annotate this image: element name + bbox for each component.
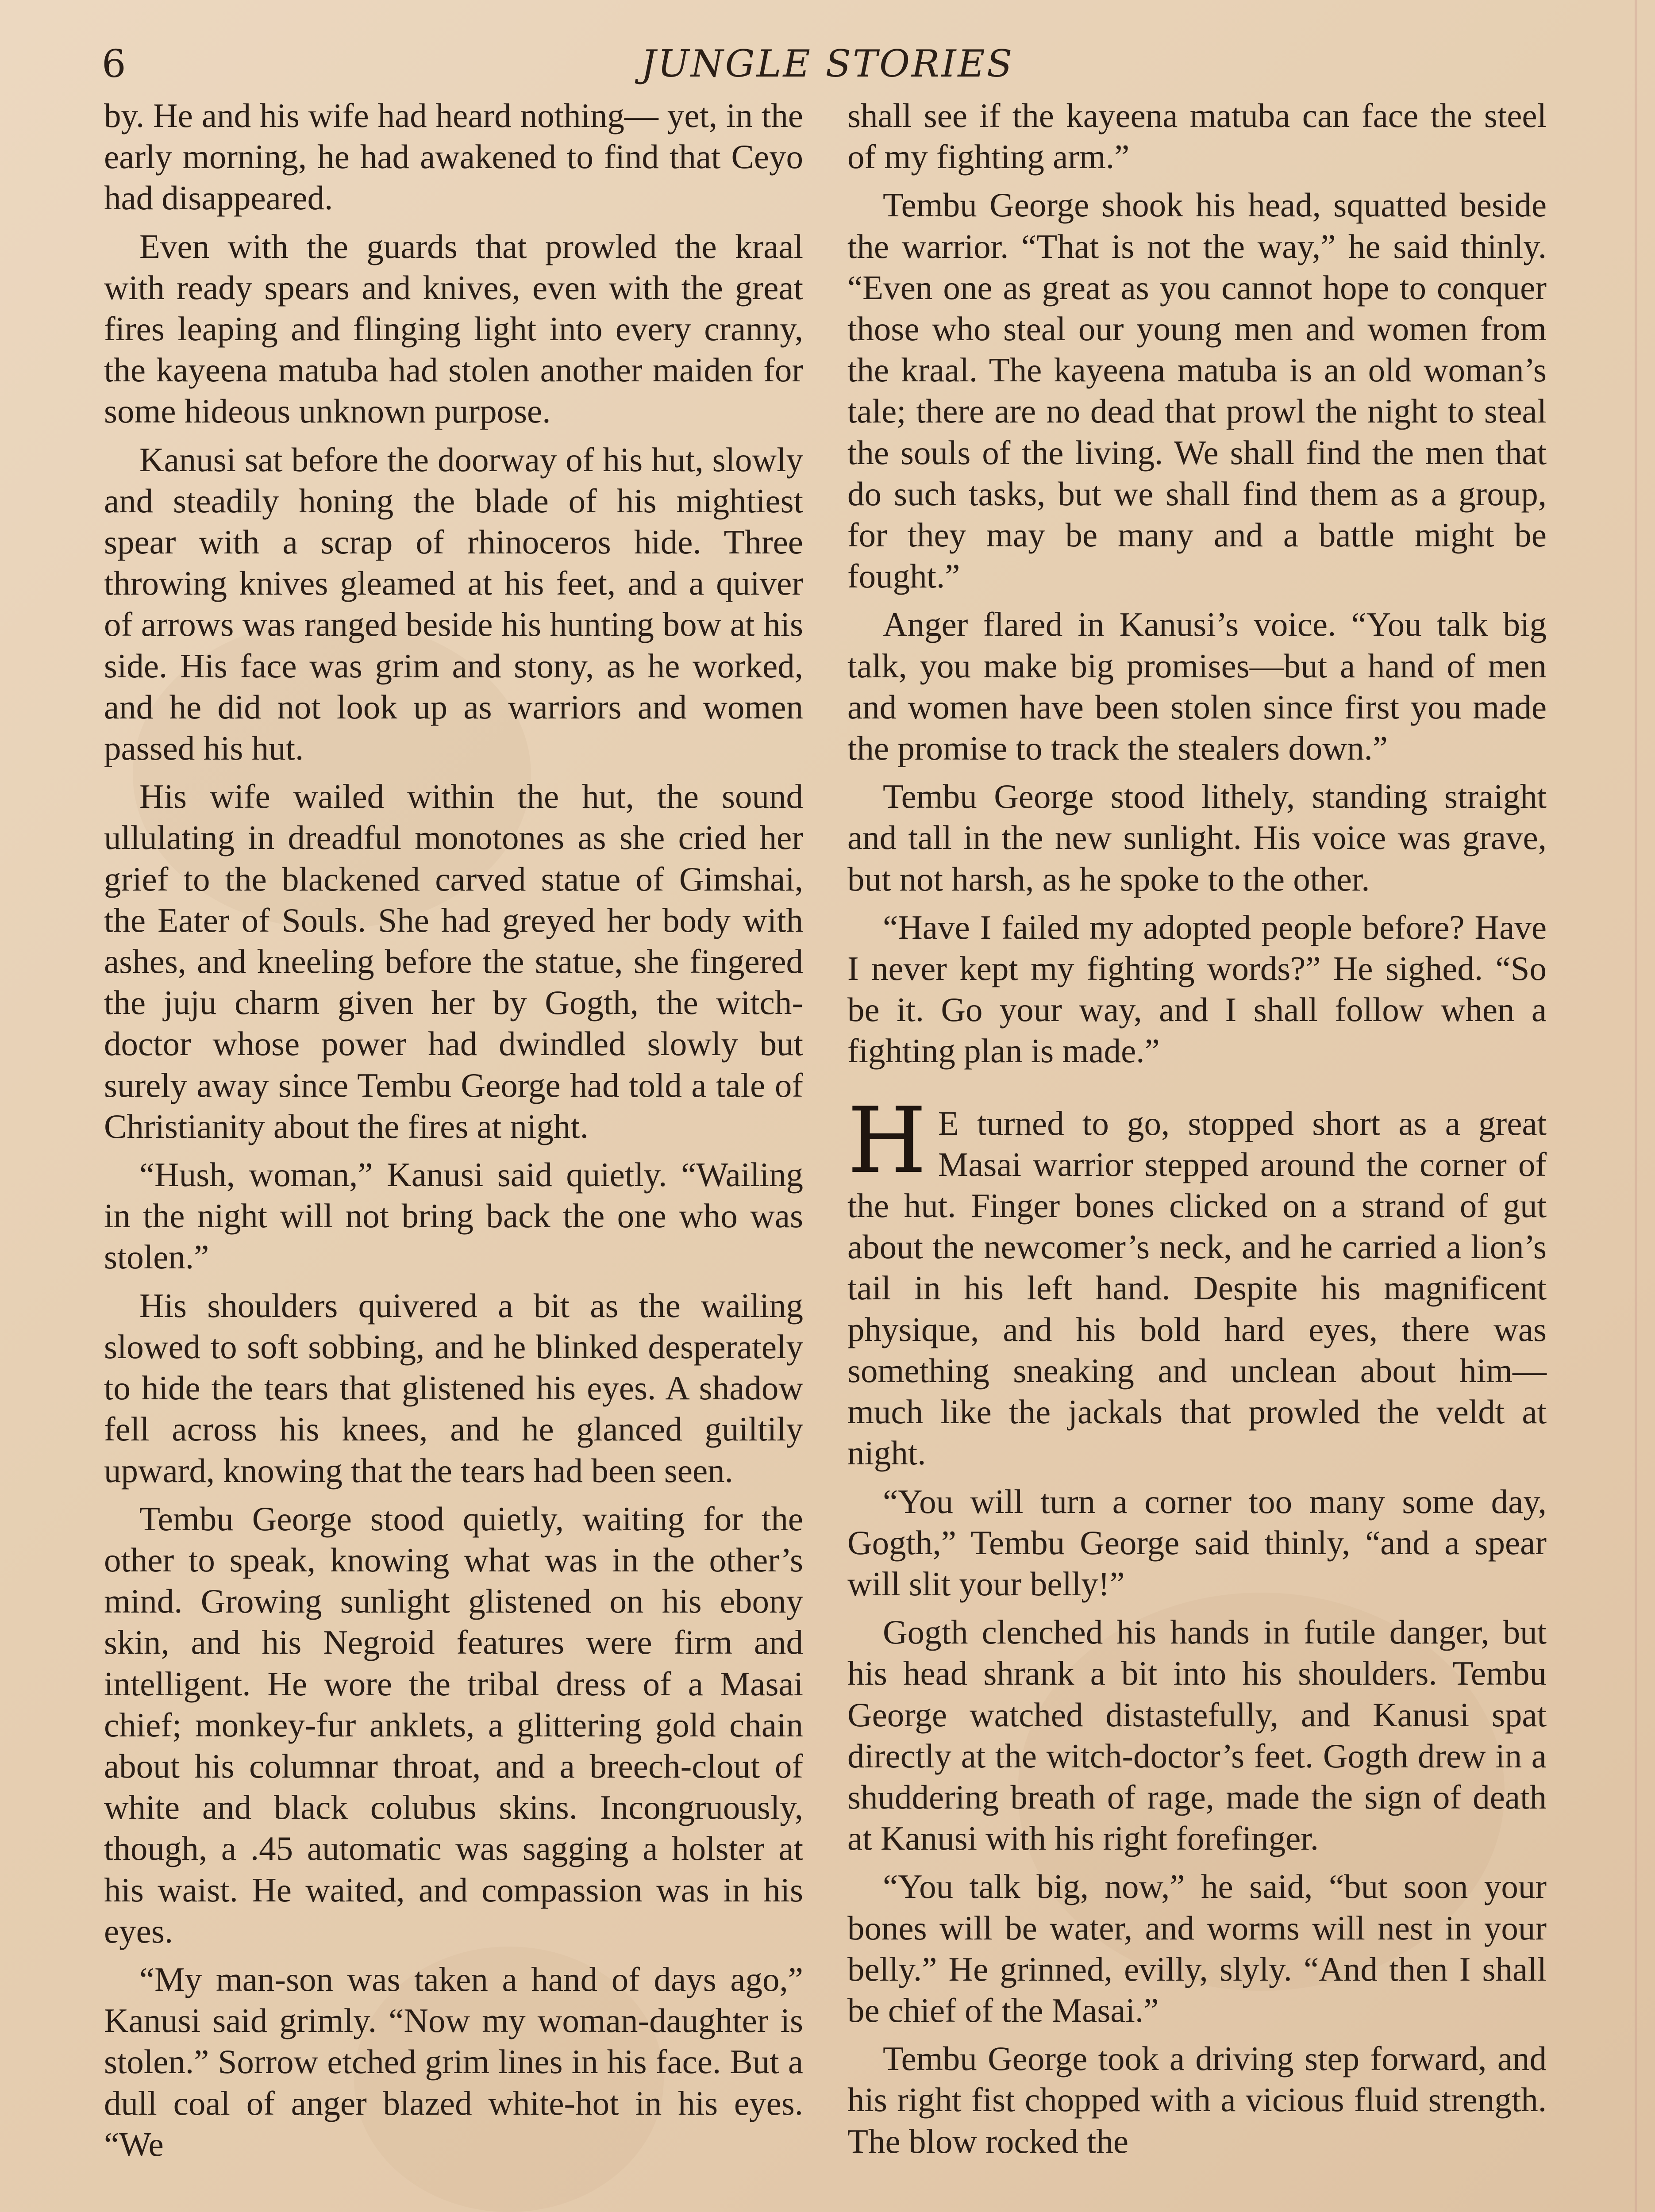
paragraph: Gogth clenched his hands in futile danger, but his head shrank a bit into his shoulders. Tembu George watched distastefully, and Kanusi spat directly at the witch-doctor’s feet. Gogth drew in a shuddering breath of rage, made the sign of death at Kanusi with his right forefinger. xyxy=(847,1613,1547,1858)
drop-cap: H xyxy=(847,1088,927,1194)
paragraph: by. He and his wife had heard nothing— yet, in the early morning, he had awakened to find that Ceyo had disappeared. xyxy=(104,96,803,217)
paragraph: shall see if the kayeena matuba can face the steel of my fighting arm.” xyxy=(847,96,1547,176)
right-column xyxy=(847,95,1547,2169)
paragraph: Kanusi sat before the doorway of his hut, slowly and steadily honing the blade of his mightiest spear with a scrap of rhinoceros hide. Three throwing knives gleamed at his feet, and a quiver of arrows was ranged beside his hunting bow at his side. His face was grim and stony, as he worked, and he did not look up as warriors and women passed his hut. xyxy=(104,440,803,768)
page-edge xyxy=(1635,0,1637,2212)
paragraph: Even with the guards that prowled the kraal with ready spears and knives, even with the great fires leaping and flinging light into every cranny, the kayeena matuba had stolen another maiden for some hideous unknown purpose. xyxy=(104,227,803,430)
paragraph: “Have I failed my adopted people before? Have I never kept my fighting words?” He sighed. “So be it. Go your way, and I shall follow when a fighting plan is made.” xyxy=(847,908,1547,1070)
left-column xyxy=(104,95,803,2172)
paragraph: “Hush, woman,” Kanusi said quietly. “Wailing in the night will not bring back the one who was stolen.” xyxy=(104,1156,803,1276)
paragraph: Tembu George shook his head, squatted beside the warrior. “That is not the way,” he said thinly. “Even one as great as you cannot hope to conquer those who steal our young men and women from the kraal. The kayeena matuba is an old woman’s tale; there are no dead that prowl the night to steal the souls of the living. We shall find the men that do such tasks, but we shall find them as a group, for they may be many and a battle might be fought.” xyxy=(847,186,1547,595)
paragraph-text: E turned to go, stopped short as a great Masai warrior stepped around the corner of the hut. Finger bones clicked on a strand of gut about the newcomer’s neck, and he carried a lion’s tail in his left hand. Despite his magnificent physique, and his bold hard eyes, there was something sneaking and unclean about him—much like the jackals that prowled the veldt at night. xyxy=(847,1104,1547,1472)
paragraph: Anger flared in Kanusi’s voice. “You talk big talk, you make big promises—but a hand of men and women have been stolen since first you made the promise to track the stealers down.” xyxy=(847,605,1547,768)
paragraph: “My man-son was taken a hand of days ago,” Kanusi said grimly. “Now my woman-daughter is stolen.” Sorrow etched grim lines in his face. But a dull coal of anger blazed white-hot in his eyes. “We xyxy=(104,1960,803,2163)
paragraph: His wife wailed within the hut, the sound ullulating in dreadful monotones as she cried her grief to the blackened carved statue of Gimshai, the Eater of Souls. She had greyed her body with ashes, and kneeling before the statue, she fingered the juju charm given her by Gogth, the witch-doctor whose power had dwindled slowly but surely away since Tembu George had told a tale of Christianity about the fires at night. xyxy=(104,777,803,1145)
paragraph: His shoulders quivered a bit as the wailing slowed to soft sobbing, and he blinked desperately to hide the tears that glistened his eyes. A shadow fell across his knees, and he glanced guiltily upward, knowing that the tears had been seen. xyxy=(104,1286,803,1490)
paragraph: Tembu George stood lithely, standing straight and tall in the new sunlight. His voice was grave, but not harsh, as he spoke to the other. xyxy=(847,777,1547,898)
running-title: JUNGLE STORIES xyxy=(641,42,1014,85)
paragraph: Tembu George stood quietly, waiting for the other to speak, knowing what was in the other’s mind. Growing sunlight glistened on his ebony skin, and his Negroid features were firm and intelligent. He wore the tribal dress of a Masai chief; monkey-fur anklets, a glittering gold chain about his columnar throat, and a breech-clout of white and black colubus skins. Incongruously, though, a .45 automatic was sagging a holster at his waist. He waited, and compassion was in his eyes. xyxy=(104,1499,803,1950)
section-opening-paragraph xyxy=(847,1088,1547,1474)
page-header xyxy=(102,42,1553,91)
page-number: 6 xyxy=(102,42,126,86)
paragraph: “You will turn a corner too many some day, Gogth,” Tembu George said thinly, “and a spear will slit your belly!” xyxy=(847,1482,1547,1603)
paragraph: Tembu George took a driving step forward, and his right fist chopped with a vicious fluid strength. The blow rocked the xyxy=(847,2039,1547,2160)
paragraph: “You talk big, now,” he said, “but soon your bones will be water, and worms will nest in your belly.” He grinned, evilly, slyly. “And then I shall be chief of the Masai.” xyxy=(847,1867,1547,2029)
